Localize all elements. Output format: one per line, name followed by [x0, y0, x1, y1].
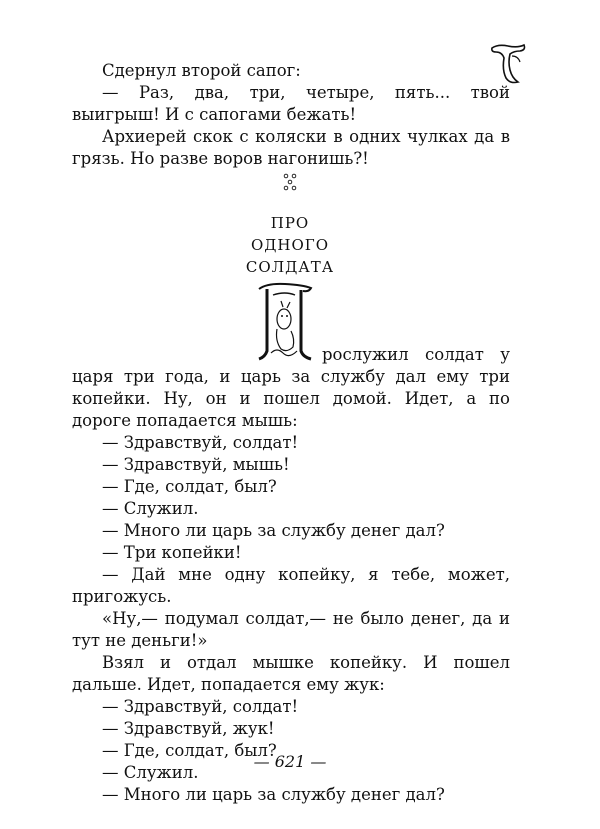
- paragraph: Архиерей скок с коляски в одних чулках да в грязь. Но разве воров нагонишь?!: [72, 127, 510, 168]
- dialogue-line: — Много ли царь за службу денег дал?: [102, 785, 445, 804]
- dialogue-line: — Служил.: [102, 499, 199, 518]
- dialogue-line: — Здравствуй, солдат!: [102, 433, 299, 452]
- paragraph: царя три года, и царь за службу дал ему три копейки. Ну, он и пошел домой. Идет, а по дороге попадается мышь:: [72, 367, 510, 430]
- paragraph: «Ну,— подумал солдат,— не было денег, да и тут не деньги!»: [72, 609, 510, 650]
- page-number: — 621 —: [253, 752, 327, 771]
- story-body: [72, 366, 510, 806]
- dialogue-line: — Дай мне одну копейку, я тебе, может, пригожусь.: [72, 565, 510, 606]
- title-line: ПРО: [270, 214, 310, 232]
- story-title: [0, 212, 580, 278]
- dialogue-line: — Где, солдат, был?: [102, 741, 277, 760]
- dialogue-line: — Много ли царь за службу денег дал?: [102, 521, 445, 540]
- paragraph: Взял и отдал мышке копейку. И пошел дальше. Идет, попадается ему жук:: [72, 653, 510, 694]
- dialogue-line: — Где, солдат, был?: [102, 477, 277, 496]
- paragraph: Сдернул второй сапог:: [102, 61, 301, 80]
- dropcap-letter-p-icon: [257, 281, 313, 361]
- first-line-text: рослужил солдат у: [322, 345, 510, 364]
- title-line: ОДНОГО: [250, 236, 330, 254]
- dialogue-line: — Здравствуй, солдат!: [102, 697, 299, 716]
- previous-story-ending: [72, 60, 510, 170]
- dialogue-line: — Служил.: [102, 763, 199, 782]
- dialogue-line: — Три копейки!: [102, 543, 242, 562]
- dialogue-line: — Здравствуй, мышь!: [102, 455, 290, 474]
- paragraph: — Раз, два, три, четыре, пять... твой выигрыш! И с сапогами бежать!: [72, 83, 510, 124]
- title-line: СОЛДАТА: [245, 258, 335, 276]
- dialogue-line: — Здравствуй, жук!: [102, 719, 275, 738]
- section-divider-icon: [280, 172, 300, 192]
